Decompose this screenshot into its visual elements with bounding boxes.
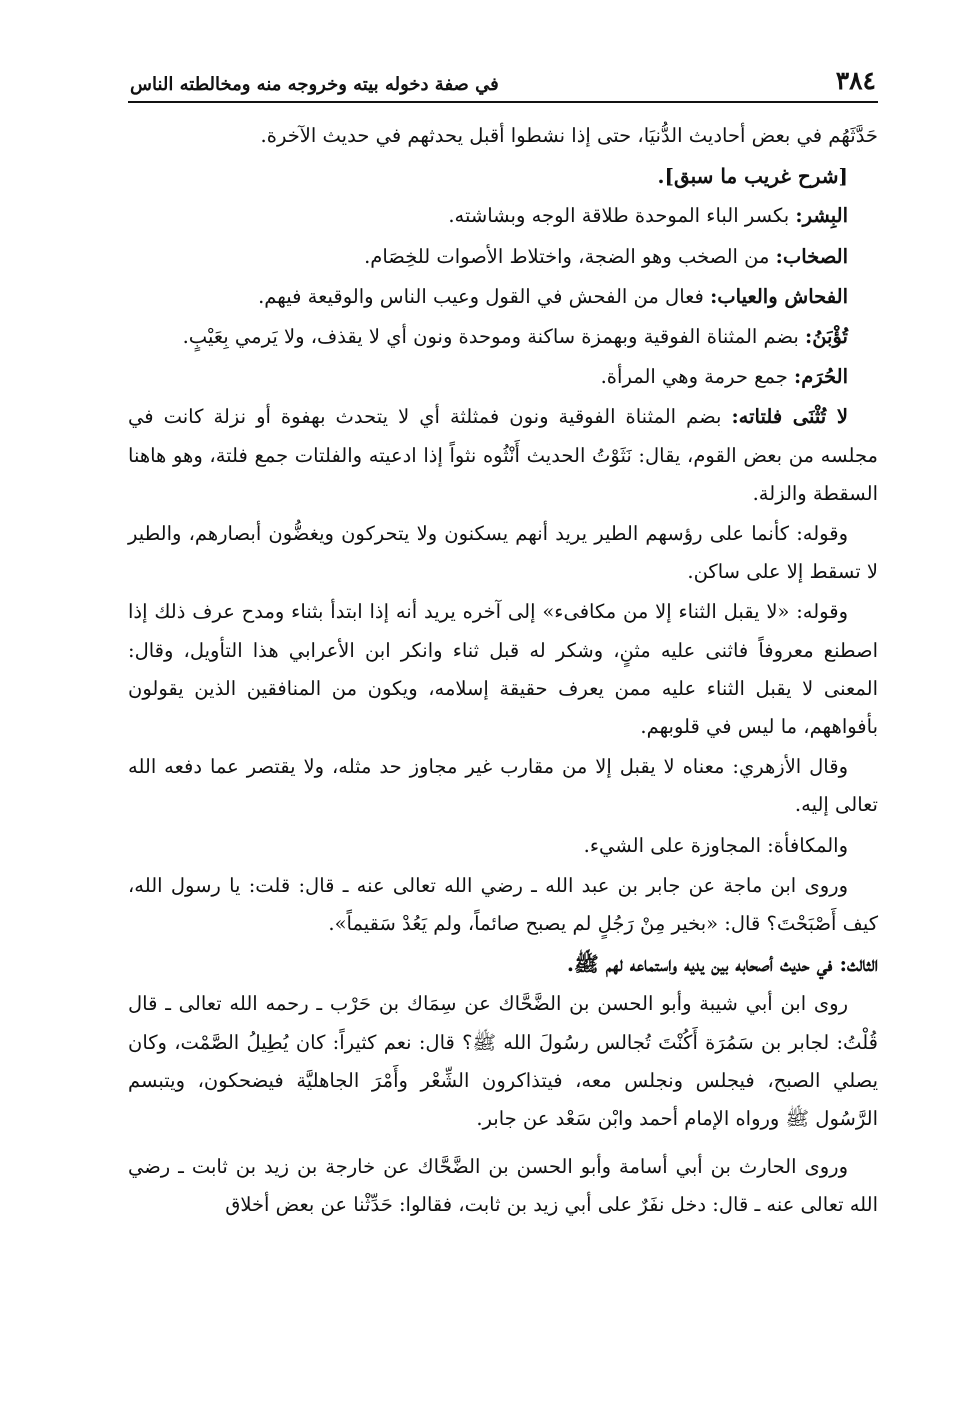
glossary-term: لا تُثْنَى فلتاته: [731,405,848,429]
glossary-definition: من الصخب وهو الضجة، واختلاط الأصوات للخِصَام. [364,244,776,268]
glossary-entry [128,278,878,316]
page-number: ٣٨٤ [835,66,876,95]
glossary-entry [128,238,878,276]
paragraph: روى ابن أبي شيبة وأبو الحسن بن الضَّحَّاك عن سِمَاك بن حَرْب ـ رحمه الله تعالى ـ قال قُلْتُ: لجابر بن سَمُرَة أَكُنْتَ تُجالس رسُولَ الله ﷺ؟ قال: نعم كثيراً: كان يُطِيلُ الصَّمْت، وكان يصلي الصبح، فيجلس ونجلس معه، فيتذاكرون الشِّعْر وأَمْرَ الجاهليَّة فيضحكون، ويتبسم الرَّسُول ﷺ ورواه الإمام أحمد وابْن سَعْد عن جابر. [128,992,878,1131]
glossary-definition: بضم المثناة الفوقية ونون فمثلثة أي لا يتحدث بهفوة أو نزلة كانت في مجلسه من بعض القوم، يقال: نَثَوْتُ الحديث أَنْثُوه نثواً إذا ادعيته والفلتات جمع فلتة، وهو هاهنا السقطة والزلة. [128,405,878,505]
glossary-term: الصخاب: [775,244,848,268]
glossary-entry [128,318,878,356]
glossary-definition: بكسر الباء الموحدة طلاقة الوجه وبشاشته. [448,204,796,228]
glossary-definition: بضم المثناة الفوقية وبهمزة ساكنة وموحدة ونون أي لا يقذف، ولا يَرمي بِعَيْبٍ. [182,325,806,349]
glossary-entry [128,358,878,396]
paragraph: وقوله: «لا يقبل الثناء إلا من مكافىء» إلى آخره يريد أنه إذا ابتدأ بثناء ومدح عرف ذلك إذا اصطنع معروفاً فاثنى عليه مثنٍ، وشكر له قبل ثناء وانكر ابن الأعرابي هذا التأويل، وقال: المعنى لا يقبل الثناء عليه ممن يعرف حقيقة إسلامه، ويكون من المنافقين الذين يقولون بأفواههم، ما ليس في قلوبهم. [128,600,878,739]
body-text [128,117,878,1225]
page-header [128,66,878,103]
glossary-term: الفحاش والعياب: [710,284,848,308]
paragraph: والمكافأة: المجاوزة على الشيء. [583,833,848,857]
glossary-term: تُؤْبَنُ: [805,325,848,349]
running-title: في صفة دخوله بيته وخروجه منه ومخالطته الناس [130,74,499,95]
paragraph: وروى ابن ماجة عن جابر بن عبد الله ـ رضي الله تعالى عنه ـ قال: قلت: يا رسول الله، كيف أَصْبَحْتَ؟ قال: «بخير مِنْ رَجُلٍ لم يصبح صائماً، ولم يَعُدْ سَقيماً». [128,873,878,936]
paragraph: وقال الأزهري: معناه لا يقبل إلا من مقارب غير مجاوز حد مثله، ولا يقتصر عما دفعه الله تعالى إليه. [128,755,878,817]
paragraph: وقوله: كأنما على رؤسهم الطير يريد أنهم يسكنون ولا يتحركون ويغضُّون أبصارهم، والطير لا تسقط إلا على ساكن. [128,522,878,584]
glossary-term: البِشر: [795,204,848,228]
glossary-term: الحُرَم: [794,365,848,389]
paragraph: حَدَّثَهُم في بعض أحاديث الدُّنيَا، حتى إذا نشطوا أقبل يحدثهم في حديث الآخرة. [260,124,878,147]
glossary-entry [128,398,878,513]
glossary-definition: جمع حرمة وهي المرأة. [600,365,795,389]
glossary-definition: فعال من الفحش في القول وعيب الناس والوقيعة فيهم. [258,284,711,308]
glossary-entry [128,197,878,235]
section-heading: [شرح غريب ما سبق]. [657,164,848,189]
paragraph: وروى الحارث بن أبي أسامة وأبو الحسن بن الضَّحَّاك عن خارجة بن زيد بن ثابت ـ رضي الله تعالى عنه ـ قال: دخل نفَرٌ على أبي زيد بن ثابت، فقالوا: حَدِّثْنا عن بعض أخلاق [128,1155,878,1217]
section-title: الثالث: في حديث أصحابه بين يديه واستماعه لهم ﷺ. [566,952,878,977]
